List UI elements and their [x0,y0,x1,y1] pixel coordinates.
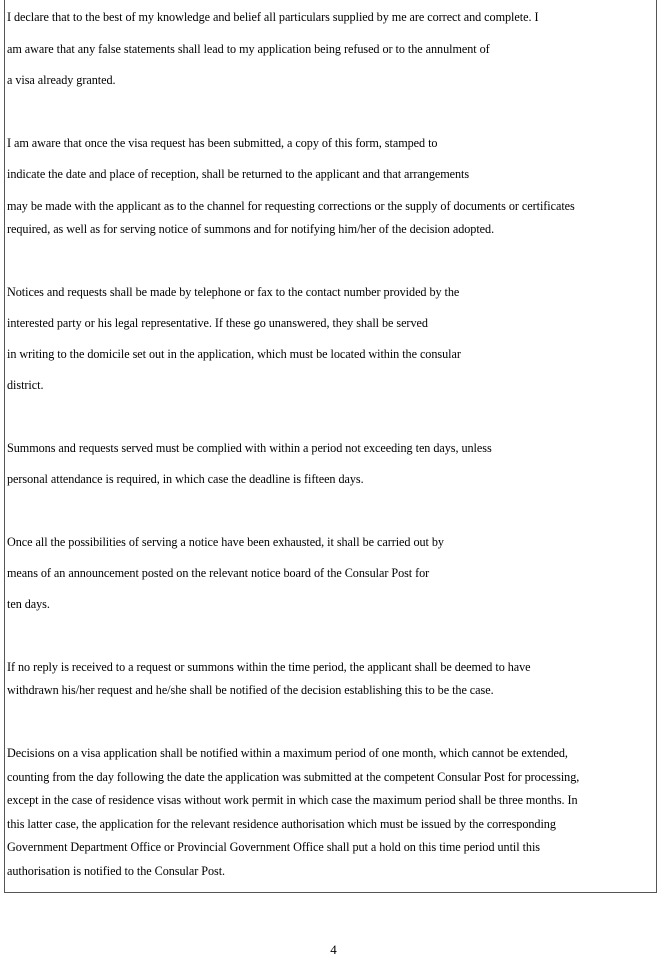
paragraph-7-line-2: counting from the day following the date the application was submitted at the competent Consular Post for processing, [7,770,580,784]
paragraph-7-line-3: except in the case of residence visas without work permit in which case the maximum period shall be three months. In [7,793,578,807]
paragraph-5-line-2: means of an announcement posted on the relevant notice board of the Consular Post for [7,566,430,580]
paragraph-7-line-1: Decisions on a visa application shall be notified within a maximum period of one month, which cannot be extended, [7,746,568,760]
paragraph-4-line-2: personal attendance is required, in which case the deadline is fifteen days. [7,472,364,486]
paragraph-7-line-6: authorisation is notified to the Consular Post. [7,864,226,878]
page-number: 4 [330,942,337,957]
paragraph-5-line-3: ten days. [7,597,50,611]
declaration-text-box [4,0,657,893]
paragraph-2-line-4: required, as well as for serving notice of summons and for notifying him/her of the decision adopted. [7,222,495,236]
paragraph-1-line-2: am aware that any false statements shall lead to my application being refused or to the annulment of [7,42,490,56]
paragraph-3-line-1: Notices and requests shall be made by telephone or fax to the contact number provided by the [7,285,460,299]
paragraph-7-line-4: this latter case, the application for the relevant residence authorisation which must be issued by the corresponding [7,817,556,831]
paragraph-7-line-5: Government Department Office or Provincial Government Office shall put a hold on this time period until this [7,840,540,854]
paragraph-6-line-2: withdrawn his/her request and he/she shall be notified of the decision establishing this to be the case. [7,683,494,697]
paragraph-3-line-3: in writing to the domicile set out in the application, which must be located within the consular [7,347,461,361]
paragraph-2-line-1: I am aware that once the visa request has been submitted, a copy of this form, stamped to [7,136,438,150]
paragraph-1-line-3: a visa already granted. [7,73,116,87]
paragraph-4-line-1: Summons and requests served must be complied with within a period not exceeding ten days, unless [7,441,492,455]
paragraph-3-line-2: interested party or his legal representative. If these go unanswered, they shall be served [7,316,428,330]
paragraph-1-line-1: I declare that to the best of my knowledge and belief all particulars supplied by me are correct and complete. I [7,10,539,24]
paragraph-6-line-1: If no reply is received to a request or summons within the time period, the applicant shall be deemed to have [7,660,531,674]
paragraph-2-line-3: may be made with the applicant as to the channel for requesting corrections or the supply of documents or certificates [7,199,575,213]
paragraph-2-line-2: indicate the date and place of reception, shall be returned to the applicant and that arrangements [7,167,470,181]
paragraph-3-line-4: district. [7,378,44,392]
paragraph-5-line-1: Once all the possibilities of serving a notice have been exhausted, it shall be carried out by [7,535,444,549]
